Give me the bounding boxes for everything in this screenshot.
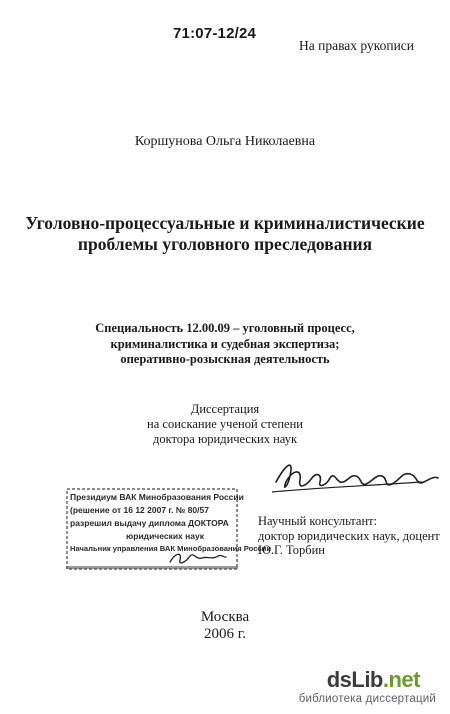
specialty-block	[0, 321, 450, 368]
vak-approval-stamp	[66, 488, 271, 570]
scientific-advisor-block	[258, 514, 440, 558]
logo-main-text: dsLib	[326, 667, 383, 692]
publication-year: 2006 г.	[204, 626, 246, 642]
watermark-subtitle: библиотека диссертаций	[298, 693, 436, 705]
document-code: 71:07-12/24	[173, 25, 257, 42]
stamp-line: (решение от 16 12 2007 г. № 80/57	[70, 505, 209, 515]
stamp-line: юридических наук	[126, 531, 204, 541]
title-line: Уголовно-процессуальные и криминалистические	[25, 213, 425, 233]
advisor-line: Научный консультант:	[258, 514, 378, 528]
stamp-line: разрешил выдачу диплома ДОКТОРА	[70, 518, 229, 528]
dslib-watermark	[266, 666, 446, 710]
dissertation-title	[0, 213, 450, 255]
advisor-line: доктор юридических наук, доцент	[258, 528, 440, 543]
stamp-line: Президиум ВАК Минобразования России	[70, 492, 244, 502]
stamp-signature	[168, 548, 228, 568]
publication-place-year	[0, 609, 450, 643]
author-name: Коршунова Ольга Николаевна	[134, 134, 316, 149]
city-name: Москва	[200, 609, 250, 625]
manuscript-rights-note: На правах рукописи	[299, 38, 415, 53]
handwritten-signature	[272, 452, 442, 506]
logo-tld-text: .net	[382, 667, 420, 692]
degree-line: доктора юридических наук	[152, 432, 298, 446]
dslib-logo	[327, 667, 420, 693]
advisor-line: Ю.Г. Торбин	[258, 543, 325, 557]
degree-line: на соискание ученой степени	[147, 417, 303, 431]
dissertation-degree-block	[0, 402, 450, 447]
specialty-line: криминалистика и судебная экспертиза;	[110, 336, 340, 351]
specialty-line: оперативно-розыскная деятельность	[120, 352, 330, 366]
title-line: проблемы уголовного преследования	[77, 234, 373, 254]
degree-line: Диссертация	[190, 402, 260, 416]
specialty-line: Специальность 12.00.09 – уголовный процесс,	[95, 321, 355, 335]
stamp-line: Начальник управления ВАК Минобразования России	[70, 544, 271, 553]
